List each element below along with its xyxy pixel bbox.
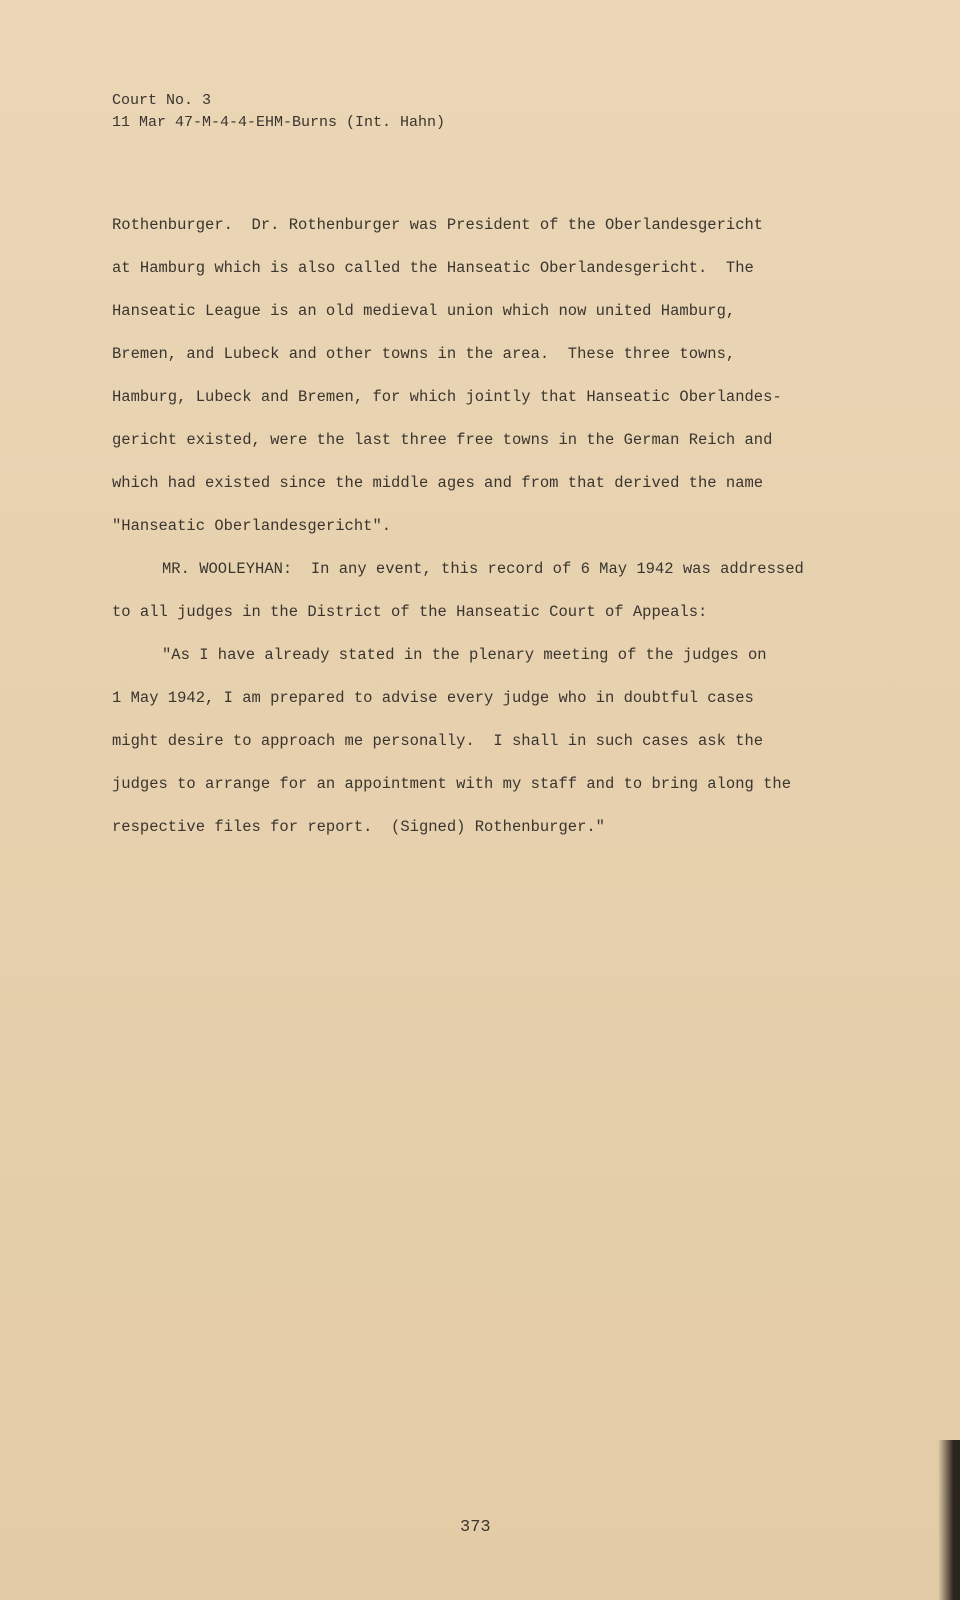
text-line: gericht existed, were the last three free towns in the German Reich and <box>112 431 773 449</box>
text-line: 1 May 1942, I am prepared to advise every judge who in doubtful cases <box>112 689 754 707</box>
document-header <box>112 90 445 134</box>
text-line: "Hanseatic Oberlandesgericht". <box>112 517 392 535</box>
text-line: Rothenburger. Dr. Rothenburger was President of the Oberlandesgericht <box>112 216 764 234</box>
text-line: respective files for report. (Signed) Rothenburger." <box>112 818 605 836</box>
text-line: "As I have already stated in the plenary meeting of the judges on <box>162 646 767 664</box>
text-line: which had existed since the middle ages and from that derived the name <box>112 474 764 492</box>
page-edge-shadow <box>938 1440 960 1600</box>
text-line: Hamburg, Lubeck and Bremen, for which jointly that Hanseatic Oberlandes- <box>112 388 782 406</box>
text-line: Hanseatic League is an old medieval union which now united Hamburg, <box>112 302 736 320</box>
page-number: 373 <box>460 1518 491 1537</box>
text-line: might desire to approach me personally. I shall in such cases ask the <box>112 732 764 750</box>
court-number: Court No. 3 <box>112 92 212 109</box>
session-reference: 11 Mar 47-M-4-4-EHM-Burns (Int. Hahn) <box>112 114 446 131</box>
text-line: Bremen, and Lubeck and other towns in the area. These three towns, <box>112 345 736 363</box>
text-line: to all judges in the District of the Hanseatic Court of Appeals: <box>112 603 708 621</box>
text-line: at Hamburg which is also called the Hanseatic Oberlandesgericht. The <box>112 259 754 277</box>
text-line: judges to arrange for an appointment with my staff and to bring along the <box>112 775 792 793</box>
text-line: MR. WOOLEYHAN: In any event, this record of 6 May 1942 was addressed <box>162 560 804 578</box>
